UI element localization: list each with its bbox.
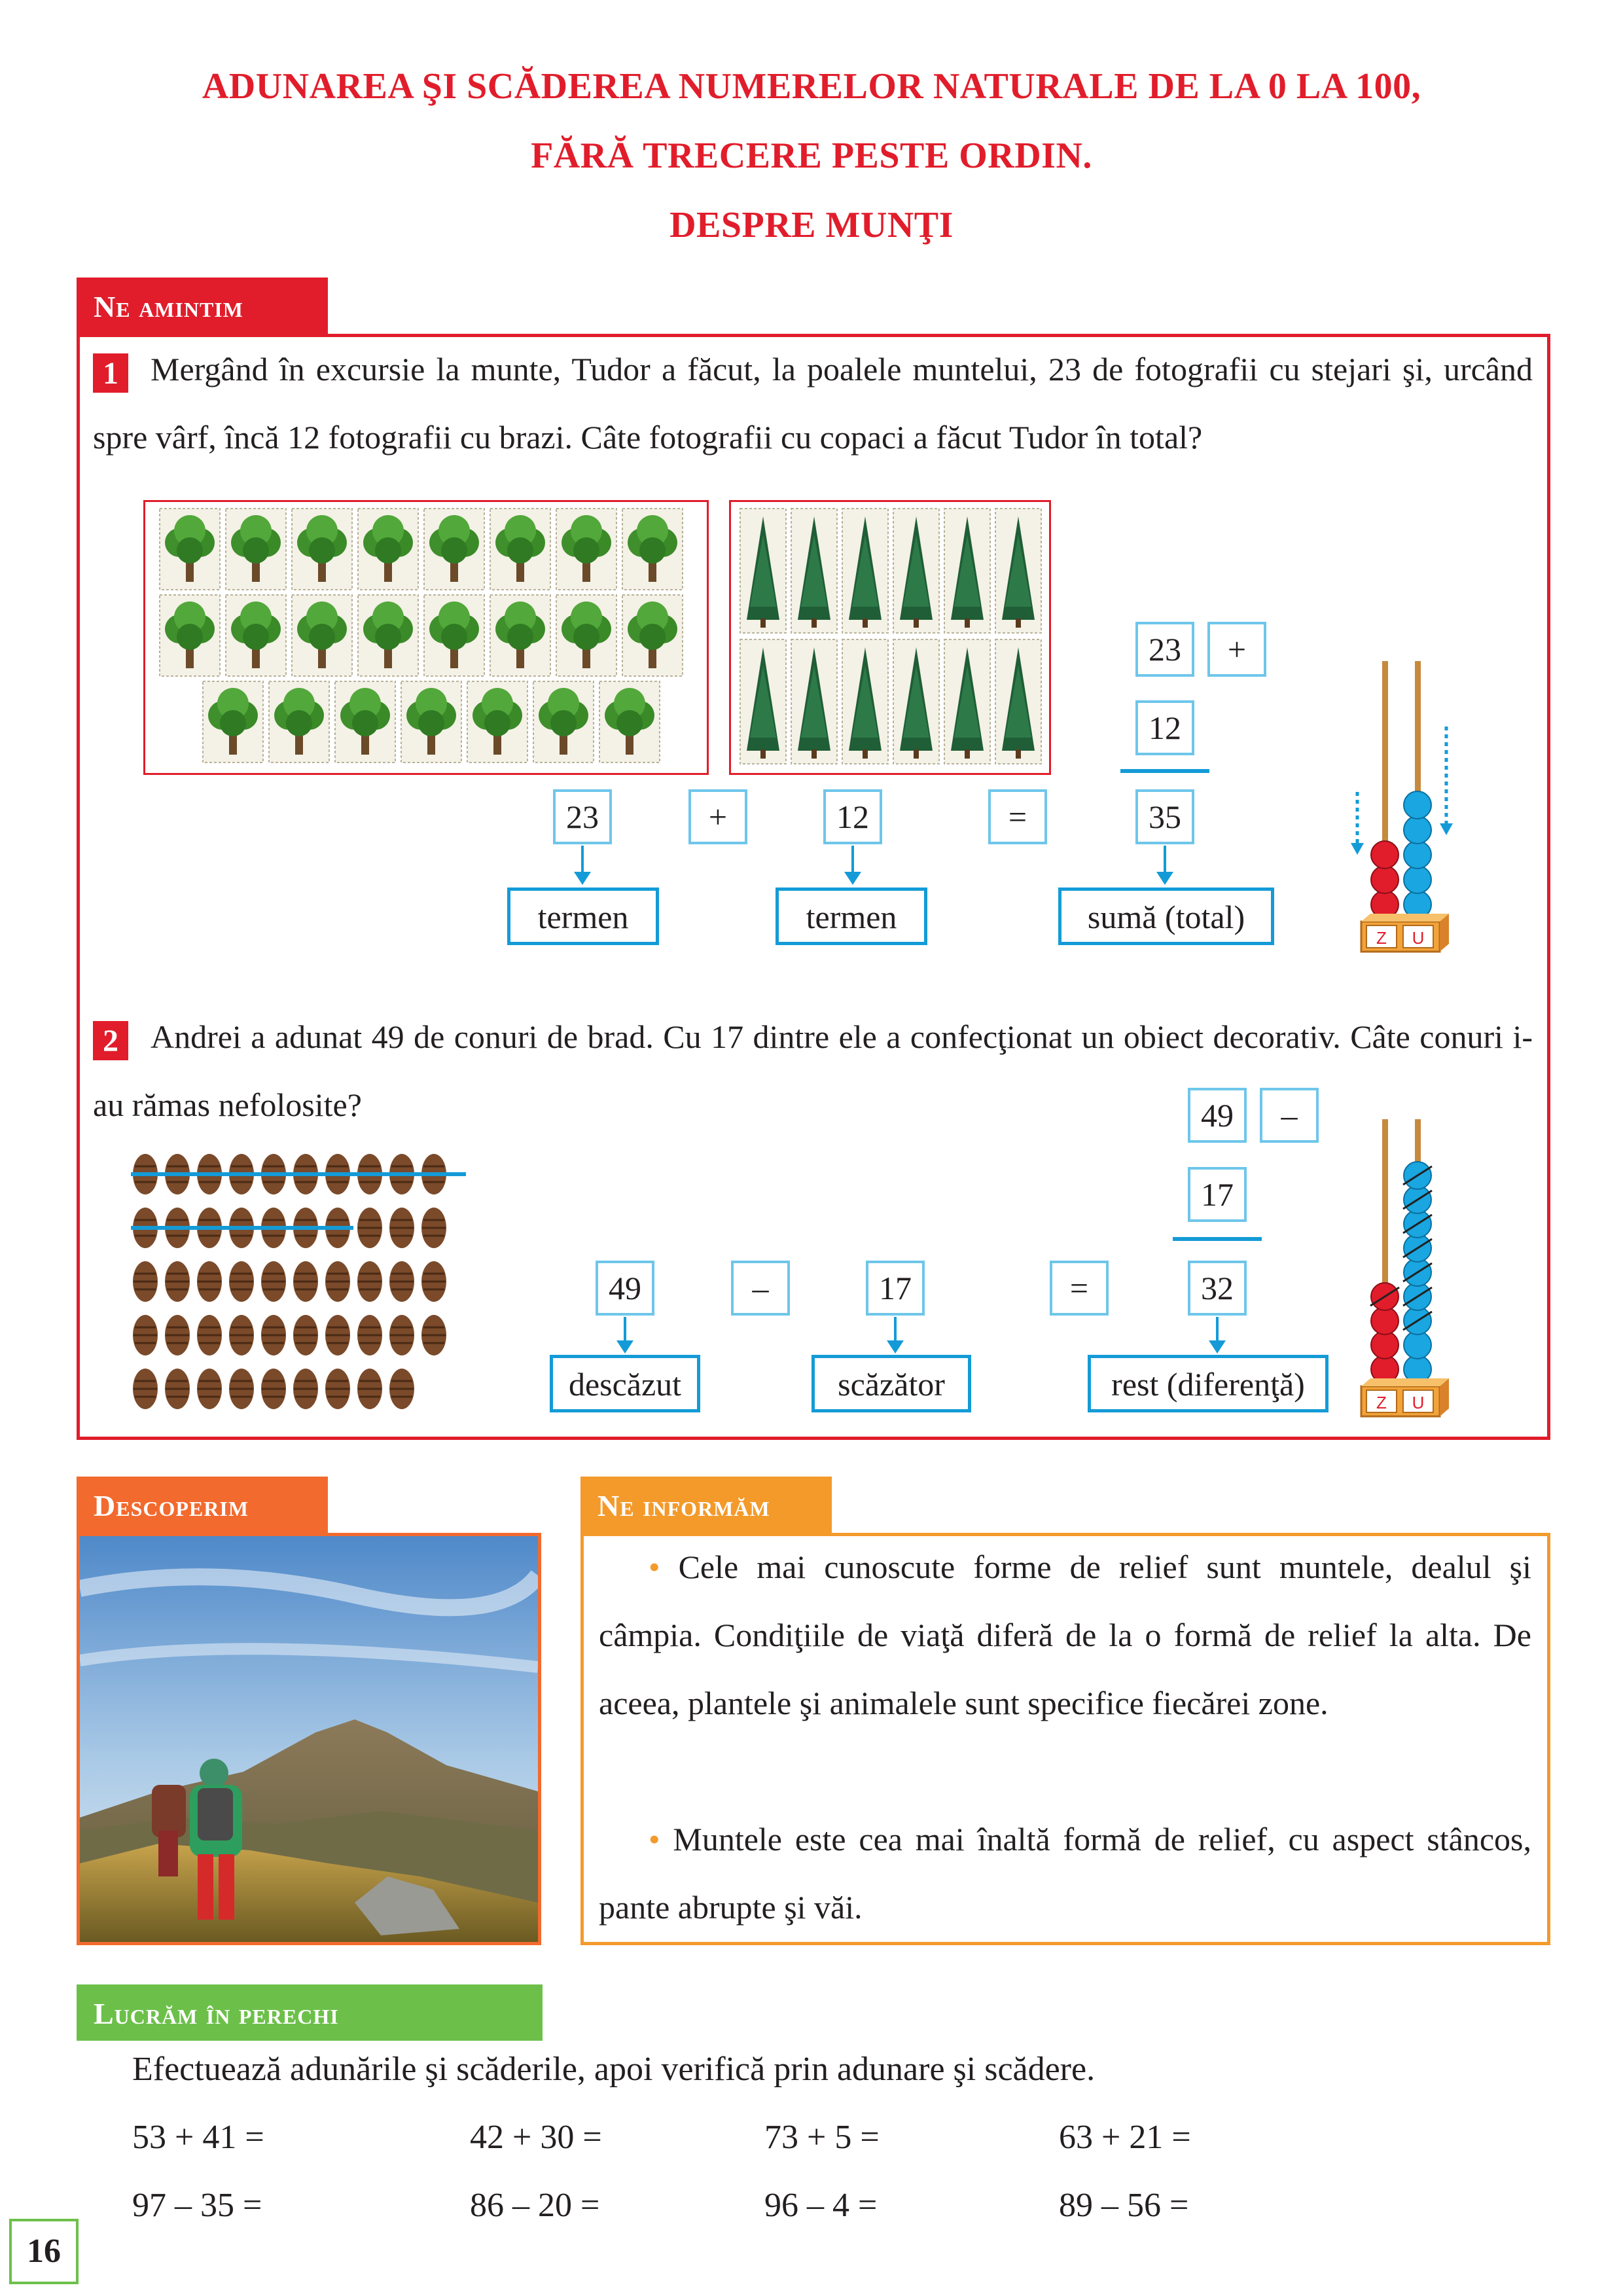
pinecone-icon [229, 1261, 254, 1302]
problem-1-number: 1 [93, 353, 128, 393]
pinecone-icon [325, 1369, 350, 1409]
p2-arrow-2 [894, 1317, 897, 1342]
p2-vertical-operator: – [1260, 1088, 1319, 1143]
p1-vertical-operator: + [1207, 622, 1266, 677]
p1-label-term-2: termen [776, 888, 927, 945]
pinecone-icon [325, 1261, 350, 1302]
abacus-1-tens-label: Z [1376, 928, 1387, 948]
exercise-item: 86 – 20 = [470, 2187, 600, 2224]
oak-tree-icon [490, 595, 550, 676]
fir-photos-box [729, 500, 1051, 775]
fir-tree-icon [944, 639, 990, 764]
page-title-line-3: DESPRE MUNŢI [669, 205, 954, 245]
section-tab-ne-informam: Ne informăm [580, 1477, 832, 1533]
abacus-2-units-label: U [1412, 1393, 1425, 1412]
fir-tree-icon [893, 639, 939, 764]
abacus-bead [1404, 1331, 1431, 1359]
fir-tree-icon [842, 509, 888, 633]
p1-arrow-3 [1164, 846, 1166, 873]
fir-tree-icon [791, 509, 837, 633]
pinecone-icon [389, 1315, 414, 1355]
fir-tree-icon [995, 639, 1041, 764]
abacus-2-tens-label: Z [1376, 1393, 1387, 1412]
p2-eq-subtrahend: 17 [866, 1261, 925, 1316]
exercise-item: 42 + 30 = [470, 2119, 602, 2156]
oak-tree-icon [467, 681, 527, 762]
abacus-bead [1404, 841, 1431, 869]
abacus-icon-2 [1346, 1113, 1463, 1420]
abacus-1-units-label: U [1412, 928, 1425, 948]
exercise-item: 63 + 21 = [1059, 2119, 1191, 2156]
oak-tree-icon [160, 509, 220, 590]
pinecone-icon [357, 1261, 382, 1302]
pinecone-icon [421, 1315, 446, 1355]
pinecone-icon [421, 1208, 446, 1248]
mountain-hikers-image [80, 1536, 538, 1942]
pinecone-icon [261, 1315, 286, 1355]
pinecone-icon [165, 1315, 190, 1355]
page-title-line-2: FĂRĂ TRECERE PESTE ORDIN. [531, 135, 1092, 176]
p1-label-sum: sumă (total) [1058, 888, 1274, 945]
pinecone-icon [389, 1261, 414, 1302]
p2-label-minuend: descăzut [550, 1355, 700, 1412]
p1-arrow-2 [851, 846, 854, 873]
p2-label-difference: rest (diferenţă) [1088, 1355, 1329, 1412]
oak-tree-icon [490, 509, 550, 590]
p1-arrow-1 [581, 846, 584, 873]
pinecone-icon [133, 1369, 158, 1409]
oak-tree-icon [556, 595, 616, 676]
fir-tree-icons [731, 502, 1049, 773]
fir-tree-icon [842, 639, 888, 764]
pinecone-icon [293, 1261, 318, 1302]
pinecone-icon [293, 1369, 318, 1409]
abacus-bead [1371, 841, 1399, 869]
oak-tree-icon [203, 681, 263, 762]
fir-tree-icon [893, 509, 939, 633]
oak-tree-icon [292, 509, 352, 590]
section-tab-lucram-in-perechi: Lucrăm în perechi [77, 1984, 543, 2041]
p2-eq-equals: = [1050, 1261, 1109, 1316]
abacus-bead [1371, 866, 1399, 893]
p1-eq-equals: = [988, 789, 1047, 844]
pinecone-icon [261, 1369, 286, 1409]
pinecone-icon [229, 1315, 254, 1355]
pinecone-icons [131, 1152, 471, 1433]
p2-vertical-bottom: 17 [1188, 1167, 1247, 1222]
pinecone-icon [229, 1369, 254, 1409]
oak-tree-icon [622, 509, 683, 590]
oak-tree-icon [269, 681, 329, 762]
fir-tree-icon [740, 509, 786, 633]
oak-tree-icon [358, 509, 418, 590]
exercise-item: 73 + 5 = [764, 2119, 880, 2156]
p2-eq-minuend: 49 [596, 1261, 654, 1316]
problem-1-text: 1 Mergând în excursie la munte, Tudor a făcut, la poalele muntelui, 23 de fotografii cu stejari şi, urcând spre vârf, încă 12 fotografii cu brazi. Câte fotografii cu copaci a făcut Tudor în total? [93, 351, 1533, 456]
p2-arrow-1 [624, 1317, 626, 1342]
oak-tree-icon [292, 595, 352, 676]
pinecone-icon [325, 1315, 350, 1355]
p2-label-subtrahend: scăzător [812, 1355, 971, 1412]
oak-tree-icons [145, 502, 707, 773]
oak-tree-icon [622, 595, 683, 676]
p2-arrow-3 [1216, 1317, 1219, 1342]
p1-vertical-rule [1120, 769, 1209, 773]
pinecone-icon [293, 1315, 318, 1355]
info-paragraph-2: • Muntele este cea mai înaltă formă de relief, cu aspect stâncos, pante abrupte şi văi. [599, 1821, 1531, 1926]
pinecone-icon [133, 1315, 158, 1355]
abacus-icon-1 [1346, 655, 1463, 956]
abacus-bead [1404, 866, 1431, 893]
oak-tree-icon [424, 509, 484, 590]
p2-vertical-rule [1173, 1237, 1262, 1241]
pinecone-icon [261, 1261, 286, 1302]
mountain-photo [77, 1533, 541, 1945]
pinecone-icon [165, 1261, 190, 1302]
fir-tree-icon [791, 639, 837, 764]
pinecone-icon [389, 1208, 414, 1248]
exercise-item: 96 – 4 = [764, 2187, 878, 2224]
p2-eq-difference: 32 [1188, 1261, 1247, 1316]
problem-2-text: 2 Andrei a adunat 49 de conuri de brad. Cu 17 dintre ele a confecţionat un obiect decorativ. Câte conuri i-au rămas nefolosite? [93, 1018, 1533, 1123]
oak-tree-icon [424, 595, 484, 676]
p1-label-term-1: termen [507, 888, 659, 945]
p1-eq-plus: + [688, 789, 747, 844]
fir-tree-icon [740, 639, 786, 764]
page-number: 16 [9, 2219, 79, 2284]
pinecone-icon [357, 1369, 382, 1409]
p1-vertical-top: 23 [1135, 622, 1194, 677]
oak-tree-icon [556, 509, 616, 590]
p2-eq-minus: – [731, 1261, 790, 1316]
exercise-item: 89 – 56 = [1059, 2187, 1189, 2224]
pinecone-icon [421, 1261, 446, 1302]
oak-tree-icon [160, 595, 220, 676]
pinecone-icon [197, 1261, 222, 1302]
oak-tree-icon [599, 681, 660, 762]
exercise-item: 53 + 41 = [132, 2119, 264, 2156]
p1-eq-term-1: 23 [553, 789, 612, 844]
exercise-item: 97 – 35 = [132, 2187, 262, 2224]
p1-eq-sum: 35 [1135, 789, 1194, 844]
oak-tree-icon [401, 681, 461, 762]
oak-tree-icon [533, 681, 594, 762]
pinecone-icon [389, 1369, 414, 1409]
problem-2-number: 2 [93, 1021, 128, 1060]
pinecone-icon [357, 1208, 382, 1248]
section-tab-ne-amintim: Ne amintim [77, 278, 328, 334]
abacus-bead [1404, 816, 1431, 844]
oak-tree-icon [226, 509, 286, 590]
fir-tree-icon [995, 509, 1041, 633]
section-tab-descoperim: Descoperim [77, 1477, 328, 1533]
abacus-bead [1404, 791, 1431, 819]
p1-vertical-bottom: 12 [1135, 700, 1194, 755]
oak-tree-icon [335, 681, 395, 762]
abacus-bead [1371, 1331, 1399, 1359]
p2-vertical-top: 49 [1188, 1088, 1247, 1143]
pinecone-icon [197, 1369, 222, 1409]
pinecone-icon [357, 1315, 382, 1355]
pinecone-icon [197, 1315, 222, 1355]
pinecone-icon [133, 1261, 158, 1302]
oak-photos-box [143, 500, 709, 775]
pinecone-icon [165, 1369, 190, 1409]
info-paragraph-1: • Cele mai cunoscute forme de relief sunt muntele, dealul şi câmpia. Condiţiile de viaţă diferă de la o formă de relief la alta. De aceea, plantele şi animalele sunt specifice fiecărei zone. [599, 1549, 1531, 1721]
exercise-instruction: Efectuează adunările şi scăderile, apoi verifică prin adunare şi scădere. [132, 2051, 1096, 2088]
abacus-bead [1371, 1307, 1399, 1335]
oak-tree-icon [226, 595, 286, 676]
fir-tree-icon [944, 509, 990, 633]
page-title-line-1: ADUNAREA ŞI SCĂDEREA NUMERELOR NATURALE DE LA 0 LA 100, [202, 66, 1421, 107]
oak-tree-icon [358, 595, 418, 676]
p1-eq-term-2: 12 [823, 789, 882, 844]
